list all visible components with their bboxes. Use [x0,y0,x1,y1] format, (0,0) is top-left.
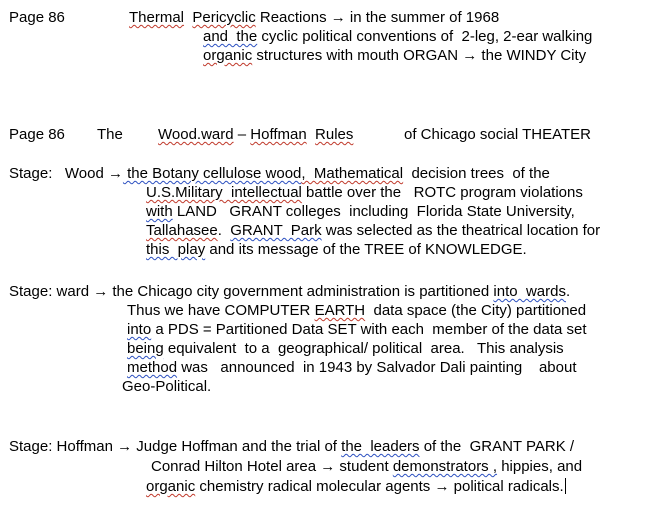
stage-ward-label: Stage: ward [9,283,94,300]
arrow-icon: → [462,47,478,64]
word-into: into [127,321,152,338]
word-rules: Rules [315,126,354,143]
phrase-into-wards: into wards [493,283,566,300]
page-number-1: Page 86 [9,9,65,26]
arrow-icon: → [107,165,123,182]
stage-ward-line [9,282,570,301]
text: hippies, and [497,458,583,475]
word-the: The [97,126,123,143]
text: political radicals. [449,478,564,495]
line-woodward-hoffman [158,125,353,144]
text: a PDS = Partitioned Data SET with each member of the data set [151,321,587,338]
page-number-2: Page 86 [9,126,65,143]
text-cursor[interactable] [565,478,566,494]
word-organic: organic [146,478,196,495]
word-thermal: Thermal [129,9,185,26]
text: student [335,458,393,475]
stage-hoffman-label: Stage: Hoffman [9,438,118,455]
phrase-grant-park: GRANT Park [230,222,322,239]
theater-text: of Chicago social THEATER [404,126,592,143]
arrow-icon: → [117,438,133,455]
text: Thus we have COMPUTER [127,302,315,319]
word-pericyclic: Pericyclic [192,9,256,26]
text: of the GRANT PARK / [419,438,575,455]
line-land-grant [146,202,575,221]
text: battle over the ROTC program violations [301,184,583,201]
text: . [217,222,231,239]
phrase-the-leaders: the leaders [341,438,420,455]
word-woodward: Wood.ward [158,126,234,143]
text: cyclic political conventions of 2-leg, 2-ear walking [257,28,593,45]
word-hoffman: Hoffman [250,126,307,143]
text: equivalent to a geographical/ political area. This analysis [163,340,564,357]
arrow-icon: → [330,9,346,26]
word-earth: EARTH [314,302,366,319]
word-with: with [146,203,173,220]
line-tallahasee [146,221,600,240]
arrow-icon: → [434,478,450,495]
phrase-us-military: U.S.Military intellectual [146,184,302,201]
stage-hoffman-line [9,437,574,456]
text: in the summer of 1968 [349,9,500,26]
word-being: being [127,340,164,357]
word-method: method [127,359,178,376]
text: – [233,126,251,143]
line-organic-chemistry [146,477,566,496]
text: Conrad Hilton Hotel area [151,458,321,475]
word-mathematical: , Mathematical [301,165,404,182]
text: the Chicago city government administration is partitioned [108,283,494,300]
text: was selected as the theatrical location for [321,222,601,239]
phrase-demonstrators: demonstrators , [392,458,498,475]
line-pds [127,320,587,339]
word-tallahasee: Tallahasee [146,222,218,239]
line-organic-structures [203,46,586,65]
text: the WINDY City [477,47,587,64]
stage-wood-label: Stage: Wood [9,165,108,182]
phrase-and-the: and the [203,28,258,45]
line-computer-earth [127,301,586,320]
text: Reactions [255,9,331,26]
line-method [127,358,576,377]
text: chemistry radical molecular agents [195,478,435,495]
word-organic: organic [203,47,253,64]
arrow-icon: → [320,458,336,475]
line-being-equivalent [127,339,564,358]
text: . [565,283,571,300]
text: LAND GRANT colleges including Florida State University, [172,203,575,220]
line-geo-political: Geo-Political. [122,378,212,395]
line-this-play [146,240,527,259]
text: data space (the City) partitioned [365,302,587,319]
phrase-cellulose-wood: the Botany cellulose wood [122,165,302,182]
arrow-icon: → [93,283,109,300]
text: was announced in 1943 by Salvador Dali painting about [177,359,577,376]
text: structures with mouth ORGAN [252,47,463,64]
line-conrad-hilton [151,457,582,476]
line-thermal-pericyclic [129,8,499,27]
text: decision trees of the [403,165,550,182]
line-cyclic-conventions [203,27,592,46]
line-us-military [146,183,583,202]
text: and its message of the TREE of KNOWLEDGE. [205,241,527,258]
text: Judge Hoffman and the trial of [132,438,342,455]
stage-wood-line [9,164,550,183]
phrase-this-play: this play [146,241,206,258]
